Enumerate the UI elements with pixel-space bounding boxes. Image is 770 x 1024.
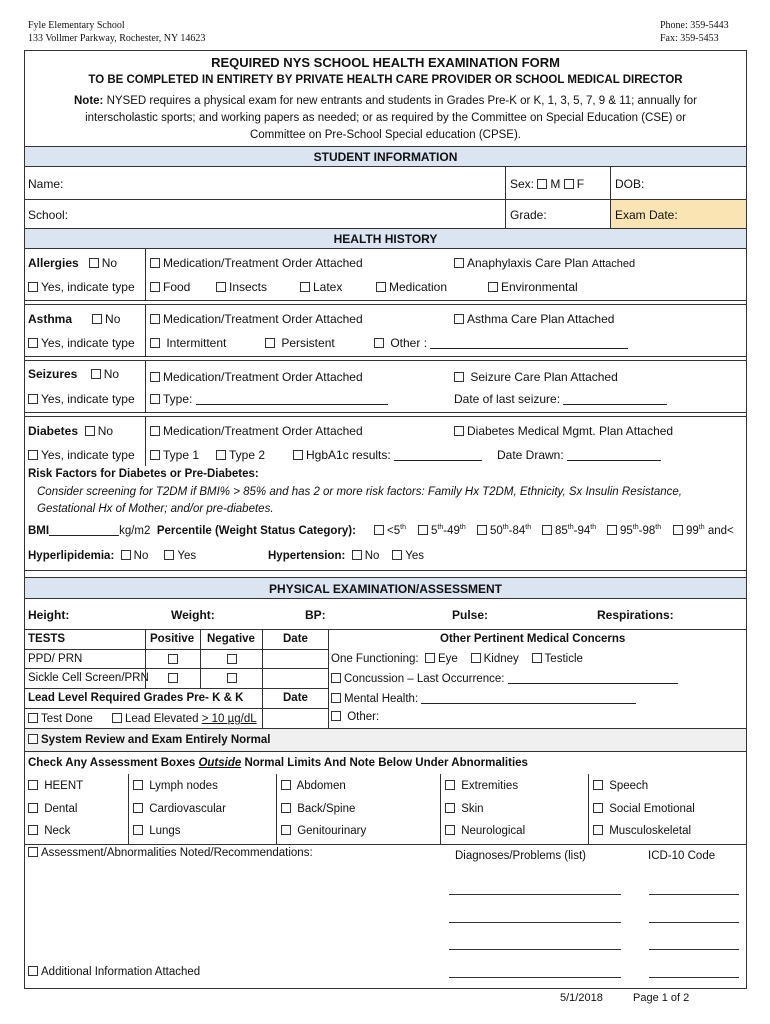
- asthma-other-checkbox[interactable]: [374, 338, 384, 348]
- seizures-no-label: No: [103, 367, 120, 381]
- allergy-environmental-label: Environmental: [501, 280, 578, 294]
- box-lymph: [133, 780, 218, 792]
- lungs-label: Lungs: [149, 825, 181, 837]
- sex-f-label: F: [576, 177, 585, 191]
- anaphylaxis-plan-attached: Attached: [591, 258, 636, 270]
- bmi-p4: [542, 524, 596, 537]
- box-extremities: [445, 780, 518, 792]
- check-pre: Check Any Assessment Boxes: [28, 757, 199, 769]
- negative-header: Negative: [207, 633, 255, 645]
- assessment: [28, 847, 313, 859]
- system-review-checkbox[interactable]: [28, 734, 38, 744]
- bmi-p2-label: 5: [431, 524, 438, 537]
- allergy-insects-label: Insects: [229, 280, 268, 294]
- hyperlipidemia-yes-checkbox[interactable]: [164, 550, 174, 560]
- allergy-food: [150, 280, 190, 294]
- one-functioning-label: One Functioning:: [331, 653, 419, 665]
- sex-f-checkbox[interactable]: [564, 179, 574, 189]
- diabetes-hgb-checkbox[interactable]: [293, 450, 303, 460]
- form-title: REQUIRED NYS SCHOOL HEALTH EXAMINATION FORM: [211, 55, 560, 70]
- allergy-latex-checkbox[interactable]: [300, 282, 310, 292]
- bmi-p4-checkbox[interactable]: [542, 525, 552, 535]
- lead-elevated-checkbox[interactable]: [112, 713, 122, 723]
- hypertension-label: Hypertension:: [268, 550, 346, 562]
- bmi-p4-label: 85: [555, 524, 568, 537]
- lead-date-header: Date: [283, 692, 308, 704]
- risk-line1: Consider screening for T2DM if BMI% > 85% and has 2 or more risk factors: Family Hx T2DM, Ethnicity, Sx Insulin Resistance,: [37, 486, 682, 498]
- diabetes-hgb-blank[interactable]: [394, 449, 482, 461]
- other-concerns-header: Other Pertinent Medical Concerns: [440, 633, 626, 645]
- exam-date-label[interactable]: Exam Date:: [615, 208, 678, 222]
- bmi-p3-checkbox[interactable]: [477, 525, 487, 535]
- lead-threshold: > 10 µg/dL: [201, 713, 257, 725]
- dob-label[interactable]: DOB:: [615, 177, 645, 191]
- diabetes-label: Diabetes: [28, 424, 79, 438]
- form-subtitle: TO BE COMPLETED IN ENTIRETY BY PRIVATE HEALTH CARE PROVIDER OR SCHOOL MEDICAL DIRECTOR: [88, 74, 683, 86]
- asthma-med-order: [150, 312, 363, 326]
- ppd-label: PPD/ PRN: [28, 653, 83, 665]
- school-phone: Phone: 359-5443: [660, 20, 729, 31]
- asthma-persistent: [265, 336, 335, 350]
- seizures-type: [150, 392, 388, 406]
- mental-health-blank[interactable]: [421, 692, 636, 704]
- exam-header: PHYSICAL EXAMINATION/ASSESSMENT: [269, 582, 502, 596]
- sickle-negative-checkbox[interactable]: [227, 673, 237, 683]
- seizures-yes-label: Yes, indicate type: [41, 392, 135, 406]
- school-label[interactable]: School:: [28, 208, 69, 222]
- diabetes-no-checkbox[interactable]: [85, 426, 95, 436]
- allergies-med-order-label: Medication/Treatment Order Attached: [163, 256, 363, 270]
- bmi-p3: [477, 524, 531, 537]
- bmi-p1-checkbox[interactable]: [374, 525, 384, 535]
- social-label: Social Emotional: [609, 803, 695, 815]
- hypertension-yes-label: Yes: [405, 550, 424, 562]
- diabetes-drawn: [497, 448, 661, 462]
- allergies-row: [28, 256, 117, 270]
- heent-label: HEENT: [44, 780, 84, 792]
- tests-header: TESTS: [28, 633, 66, 645]
- diabetes-med-order-label: Medication/Treatment Order Attached: [163, 424, 363, 438]
- bmi-p3-th2: th: [525, 524, 532, 531]
- bmi-p3-th: th: [502, 524, 509, 531]
- testicle-checkbox[interactable]: [532, 653, 542, 663]
- speech-checkbox[interactable]: [593, 780, 603, 790]
- bmi-p1-label: <5: [387, 524, 401, 537]
- lead-elevated: [112, 713, 257, 725]
- risk-line2: Gestational Hx of Mother; and/or pre-diabetes.: [37, 503, 274, 515]
- heent-checkbox[interactable]: [28, 780, 38, 790]
- diabetes-type2: [216, 448, 265, 462]
- form-note: [24, 95, 747, 107]
- diabetes-plan-label: Diabetes Medical Mgmt. Plan Attached: [467, 424, 674, 438]
- extremities-checkbox[interactable]: [445, 780, 455, 790]
- diabetes-type2-checkbox[interactable]: [216, 450, 226, 460]
- history-header: HEALTH HISTORY: [333, 232, 438, 246]
- student-header: STUDENT INFORMATION: [313, 150, 458, 164]
- allergy-latex-label: Latex: [313, 280, 343, 294]
- allergies-yes: [28, 280, 135, 294]
- bmi-p6-th: th: [698, 524, 705, 531]
- diabetes-drawn-blank[interactable]: [567, 449, 661, 461]
- box-neuro: [445, 825, 525, 837]
- anaphylaxis-plan-label: Anaphylaxis Care Plan: [467, 256, 592, 270]
- respirations-label[interactable]: Respirations:: [597, 608, 674, 622]
- allergies-med-order: [150, 256, 363, 270]
- dental-checkbox[interactable]: [28, 803, 38, 813]
- lead-label: Lead Level Required Grades Pre- K & K: [28, 692, 244, 704]
- risk-title: Risk Factors for Diabetes or Pre-Diabetes:: [28, 468, 259, 480]
- asthma-intermittent-checkbox[interactable]: [150, 338, 160, 348]
- bmi-unit: kg/m2: [119, 525, 151, 537]
- neck-checkbox[interactable]: [28, 825, 38, 835]
- allergies-yes-checkbox[interactable]: [28, 282, 38, 292]
- bmi-p5-th: th: [632, 524, 639, 531]
- allergies-med-order-checkbox[interactable]: [150, 258, 160, 268]
- footer-date: 5/1/2018: [560, 992, 603, 1004]
- asthma-med-order-label: Medication/Treatment Order Attached: [163, 312, 363, 326]
- check-instructions: [28, 757, 528, 769]
- bmi-p6: [673, 524, 734, 537]
- musculo-checkbox[interactable]: [593, 825, 603, 835]
- weight-label[interactable]: Weight:: [171, 608, 215, 622]
- additional-info-label: Additional Information Attached: [41, 966, 201, 978]
- allergies-yes-label: Yes, indicate type: [41, 280, 135, 294]
- lymph-label: Lymph nodes: [149, 780, 218, 792]
- neuro-checkbox[interactable]: [445, 825, 455, 835]
- asthma-plan-checkbox[interactable]: [454, 314, 464, 324]
- seizures-med-order-checkbox[interactable]: [150, 372, 160, 382]
- extremities-label: Extremities: [461, 780, 519, 792]
- diabetes-type1: [150, 448, 199, 462]
- footer-page: Page 1 of 2: [633, 992, 690, 1004]
- allergy-insects: [216, 280, 267, 294]
- box-social: [593, 803, 695, 815]
- seizures-row: [28, 367, 119, 381]
- asthma-other: [374, 336, 628, 350]
- bp-label[interactable]: BP:: [305, 608, 326, 622]
- test-done: [28, 713, 93, 725]
- diabetes-med-order-checkbox[interactable]: [150, 426, 160, 436]
- asthma-other-label: Other :: [390, 336, 428, 350]
- mental-health-label: Mental Health:: [344, 693, 419, 705]
- lungs-checkbox[interactable]: [133, 825, 143, 835]
- bmi-p1: [374, 524, 406, 537]
- seizures-last-label: Date of last seizure:: [454, 392, 561, 406]
- eye-checkbox[interactable]: [425, 653, 435, 663]
- hypertension-row: [268, 550, 424, 562]
- bmi-label: BMI: [28, 525, 50, 537]
- asthma-yes-checkbox[interactable]: [28, 338, 38, 348]
- bmi-p5-checkbox[interactable]: [607, 525, 617, 535]
- positive-header: Positive: [150, 633, 195, 645]
- box-abdomen: [281, 780, 346, 792]
- asthma-label: Asthma: [28, 312, 73, 326]
- eye-label: Eye: [437, 653, 458, 665]
- asthma-yes: [28, 336, 135, 350]
- diabetes-type1-label: Type 1: [163, 448, 200, 462]
- musculo-label: Musculoskeletal: [609, 825, 692, 837]
- sex-m-checkbox[interactable]: [537, 179, 547, 189]
- allergy-environmental-checkbox[interactable]: [488, 282, 498, 292]
- bmi-p5-range: -98: [638, 524, 656, 537]
- hyperlipidemia-row: [28, 550, 196, 562]
- hyperlipidemia-yes-label: Yes: [177, 550, 197, 562]
- box-skin: [445, 803, 484, 815]
- grade-label[interactable]: Grade:: [510, 208, 547, 222]
- seizures-plan: [454, 370, 618, 384]
- box-dental: [28, 803, 77, 815]
- bmi-p6-label: 99: [686, 524, 699, 537]
- diabetes-yes-checkbox[interactable]: [28, 450, 38, 460]
- school-fax: Fax: 359-5453: [660, 33, 719, 44]
- school-name: Fyle Elementary School: [28, 20, 125, 31]
- height-label[interactable]: Height:: [28, 608, 70, 622]
- mental-health-checkbox[interactable]: [331, 693, 341, 703]
- other-concern: [331, 711, 379, 723]
- ppd-positive-checkbox[interactable]: [168, 654, 178, 664]
- social-checkbox[interactable]: [593, 803, 603, 813]
- diagnosis-line-4[interactable]: [449, 977, 621, 978]
- bmi-blank[interactable]: [49, 524, 119, 536]
- seizures-label: Seizures: [28, 367, 78, 381]
- pulse-label[interactable]: Pulse:: [452, 608, 489, 622]
- abdomen-checkbox[interactable]: [281, 780, 291, 790]
- system-review-label: System Review and Exam Entirely Normal: [41, 734, 271, 746]
- cardio-label: Cardiovascular: [149, 803, 226, 815]
- seizures-type-checkbox[interactable]: [150, 394, 160, 404]
- diabetes-hgb-label: HgbA1c results:: [306, 448, 391, 462]
- bmi-percentile-label: Percentile (Weight Status Category):: [156, 525, 356, 537]
- diabetes-hgb: [293, 448, 482, 462]
- abdomen-label: Abdomen: [296, 780, 346, 792]
- box-heent: [28, 780, 83, 792]
- diabetes-yes: [28, 448, 135, 462]
- seizures-type-blank[interactable]: [196, 393, 388, 405]
- sex-label: Sex:: [510, 177, 535, 191]
- seizures-yes-checkbox[interactable]: [28, 394, 38, 404]
- check-outside: Outside: [198, 757, 242, 769]
- bmi-p2-th: th: [437, 524, 444, 531]
- sex-field: [510, 177, 584, 191]
- test-done-checkbox[interactable]: [28, 713, 38, 723]
- kidney-checkbox[interactable]: [471, 653, 481, 663]
- allergy-medication: [376, 280, 447, 294]
- lead-elevated-label: Lead Elevated: [125, 713, 202, 725]
- neuro-label: Neurological: [461, 825, 526, 837]
- allergies-plan: [454, 256, 635, 270]
- asthma-med-order-checkbox[interactable]: [150, 314, 160, 324]
- seizures-yes: [28, 392, 135, 406]
- bmi-p6-range: and<: [704, 524, 734, 537]
- bmi-p4-th2: th: [590, 524, 597, 531]
- icd-line-4[interactable]: [649, 977, 739, 978]
- lymph-checkbox[interactable]: [133, 780, 143, 790]
- bmi-p5-th2: th: [655, 524, 662, 531]
- seizure-plan-checkbox[interactable]: [454, 372, 464, 382]
- bmi-p3-range: -84: [508, 524, 526, 537]
- seizures-last-blank[interactable]: [563, 393, 667, 405]
- assessment-label: Assessment/Abnormalities Noted/Recommendations:: [41, 847, 313, 859]
- allergy-insects-checkbox[interactable]: [216, 282, 226, 292]
- school-address: 133 Vollmer Parkway, Rochester, NY 14623: [28, 33, 206, 44]
- allergy-food-checkbox[interactable]: [150, 282, 160, 292]
- asthma-intermittent-label: Intermittent: [166, 336, 227, 350]
- icd-line-3[interactable]: [649, 949, 739, 950]
- diabetes-no-label: No: [97, 424, 114, 438]
- hyperlipidemia-no-checkbox[interactable]: [121, 550, 131, 560]
- concussion-blank[interactable]: [508, 672, 678, 684]
- other-concern-checkbox[interactable]: [331, 711, 341, 721]
- test-done-label: Test Done: [41, 713, 93, 725]
- note-line3: Committee on Pre-School Special education (CPSE).: [249, 129, 521, 141]
- testicle-label: Testicle: [544, 653, 583, 665]
- seizures-med-order-label: Medication/Treatment Order Attached: [163, 370, 363, 384]
- hypertension-no-label: No: [364, 550, 380, 562]
- icd-line-1[interactable]: [649, 894, 739, 895]
- box-speech: [593, 780, 648, 792]
- assessment-checkbox[interactable]: [28, 847, 38, 857]
- asthma-intermittent: [150, 336, 226, 350]
- asthma-no-label: No: [105, 312, 121, 326]
- additional-info-checkbox[interactable]: [28, 966, 38, 976]
- genito-label: Genitourinary: [297, 825, 367, 837]
- box-musculo: [593, 825, 691, 837]
- hyperlipidemia-label: Hyperlipidemia:: [28, 550, 115, 562]
- bmi-p4-range: -94: [573, 524, 591, 537]
- box-genito: [281, 825, 366, 837]
- genito-checkbox[interactable]: [281, 825, 291, 835]
- bmi-p2-th2: th: [459, 524, 466, 531]
- asthma-other-blank[interactable]: [430, 337, 628, 349]
- diagnosis-line-1[interactable]: [449, 894, 621, 895]
- bmi-p2: [418, 524, 466, 537]
- speech-label: Speech: [609, 780, 649, 792]
- seizures-no-checkbox[interactable]: [91, 369, 101, 379]
- back-label: Back/Spine: [297, 803, 356, 815]
- note-label: Note:: [73, 95, 104, 107]
- seizure-plan-label: Seizure Care Plan Attached: [470, 370, 618, 384]
- allergy-medication-label: Medication: [389, 280, 448, 294]
- bmi-p3-label: 50: [490, 524, 503, 537]
- diabetes-drawn-label: Date Drawn:: [497, 448, 564, 462]
- sickle-positive-checkbox[interactable]: [168, 673, 178, 683]
- bmi-label-row: [28, 524, 356, 537]
- hyperlipidemia-no-label: No: [133, 550, 149, 562]
- box-lungs: [133, 825, 181, 837]
- additional-info: [28, 966, 200, 978]
- name-label[interactable]: Name:: [28, 177, 64, 191]
- diagnosis-line-3[interactable]: [449, 949, 621, 950]
- one-functioning: [331, 653, 583, 665]
- hypertension-no-checkbox[interactable]: [352, 550, 362, 560]
- allergy-latex: [300, 280, 342, 294]
- diagnosis-line-2[interactable]: [449, 922, 621, 923]
- box-cardio: [133, 803, 226, 815]
- asthma-no-checkbox[interactable]: [92, 314, 102, 324]
- bmi-p2-range: -49: [443, 524, 460, 537]
- anaphylaxis-plan-checkbox[interactable]: [454, 258, 464, 268]
- bmi-p5: [607, 524, 661, 537]
- other-concern-label: Other:: [347, 711, 380, 723]
- diabetes-type2-label: Type 2: [229, 448, 266, 462]
- skin-label: Skin: [461, 803, 484, 815]
- bmi-p2-checkbox[interactable]: [418, 525, 428, 535]
- sex-m-label: M: [550, 177, 561, 191]
- concussion-checkbox[interactable]: [331, 673, 341, 683]
- back-checkbox[interactable]: [281, 803, 291, 813]
- diabetes-type1-checkbox[interactable]: [150, 450, 160, 460]
- diabetes-row: [28, 424, 113, 438]
- seizures-last: [454, 392, 667, 406]
- neck-label: Neck: [44, 825, 71, 837]
- concussion-label: Concussion – Last Occurrence:: [344, 673, 505, 685]
- system-review: [28, 734, 270, 746]
- ppd-negative-checkbox[interactable]: [227, 654, 237, 664]
- asthma-plan-label: Asthma Care Plan Attached: [467, 312, 615, 326]
- asthma-row: [28, 312, 120, 326]
- asthma-persistent-checkbox[interactable]: [265, 338, 275, 348]
- check-post: Normal Limits And Note Below Under Abnormalities: [241, 757, 528, 769]
- cardio-checkbox[interactable]: [133, 803, 143, 813]
- diabetes-plan-checkbox[interactable]: [454, 426, 464, 436]
- allergies-no-checkbox[interactable]: [89, 258, 99, 268]
- icd-header: ICD-10 Code: [648, 850, 716, 862]
- mental-health: [331, 692, 636, 705]
- diabetes-yes-label: Yes, indicate type: [41, 448, 135, 462]
- note-line1: NYSED requires a physical exam for new entrants and students in Grades Pre-K or K, 1, 3, 5, 7, 9 & 11; annually for: [103, 95, 697, 107]
- asthma-persistent-label: Persistent: [281, 336, 335, 350]
- icd-line-2[interactable]: [649, 922, 739, 923]
- bmi-p5-label: 95: [620, 524, 633, 537]
- box-back: [281, 803, 355, 815]
- box-neck: [28, 825, 70, 837]
- diabetes-med-order: [150, 424, 363, 438]
- asthma-yes-label: Yes, indicate type: [41, 336, 135, 350]
- asthma-plan: [454, 312, 614, 326]
- kidney-label: Kidney: [483, 653, 519, 665]
- allergies-label: Allergies: [28, 256, 79, 270]
- diagnoses-header: Diagnoses/Problems (list): [455, 850, 587, 862]
- sickle-label: Sickle Cell Screen/PRN: [28, 672, 149, 684]
- seizures-med-order: [150, 370, 363, 384]
- hypertension-yes-checkbox[interactable]: [392, 550, 402, 560]
- allergy-environmental: [488, 280, 578, 294]
- date-header: Date: [283, 633, 308, 645]
- allergy-medication-checkbox[interactable]: [376, 282, 386, 292]
- concussion: [331, 672, 678, 685]
- allergy-food-label: Food: [163, 280, 191, 294]
- bmi-p4-th: th: [567, 524, 574, 531]
- dental-label: Dental: [44, 803, 78, 815]
- allergies-no-label: No: [101, 256, 118, 270]
- note-line2: interscholastic sports; and working papers as needed; or as required by the Committee on Special Education (CSE) or: [85, 112, 686, 124]
- skin-checkbox[interactable]: [445, 803, 455, 813]
- bmi-p6-checkbox[interactable]: [673, 525, 683, 535]
- bmi-p1-th: th: [400, 524, 406, 531]
- diabetes-plan: [454, 424, 673, 438]
- seizures-type-label: Type:: [163, 392, 193, 406]
